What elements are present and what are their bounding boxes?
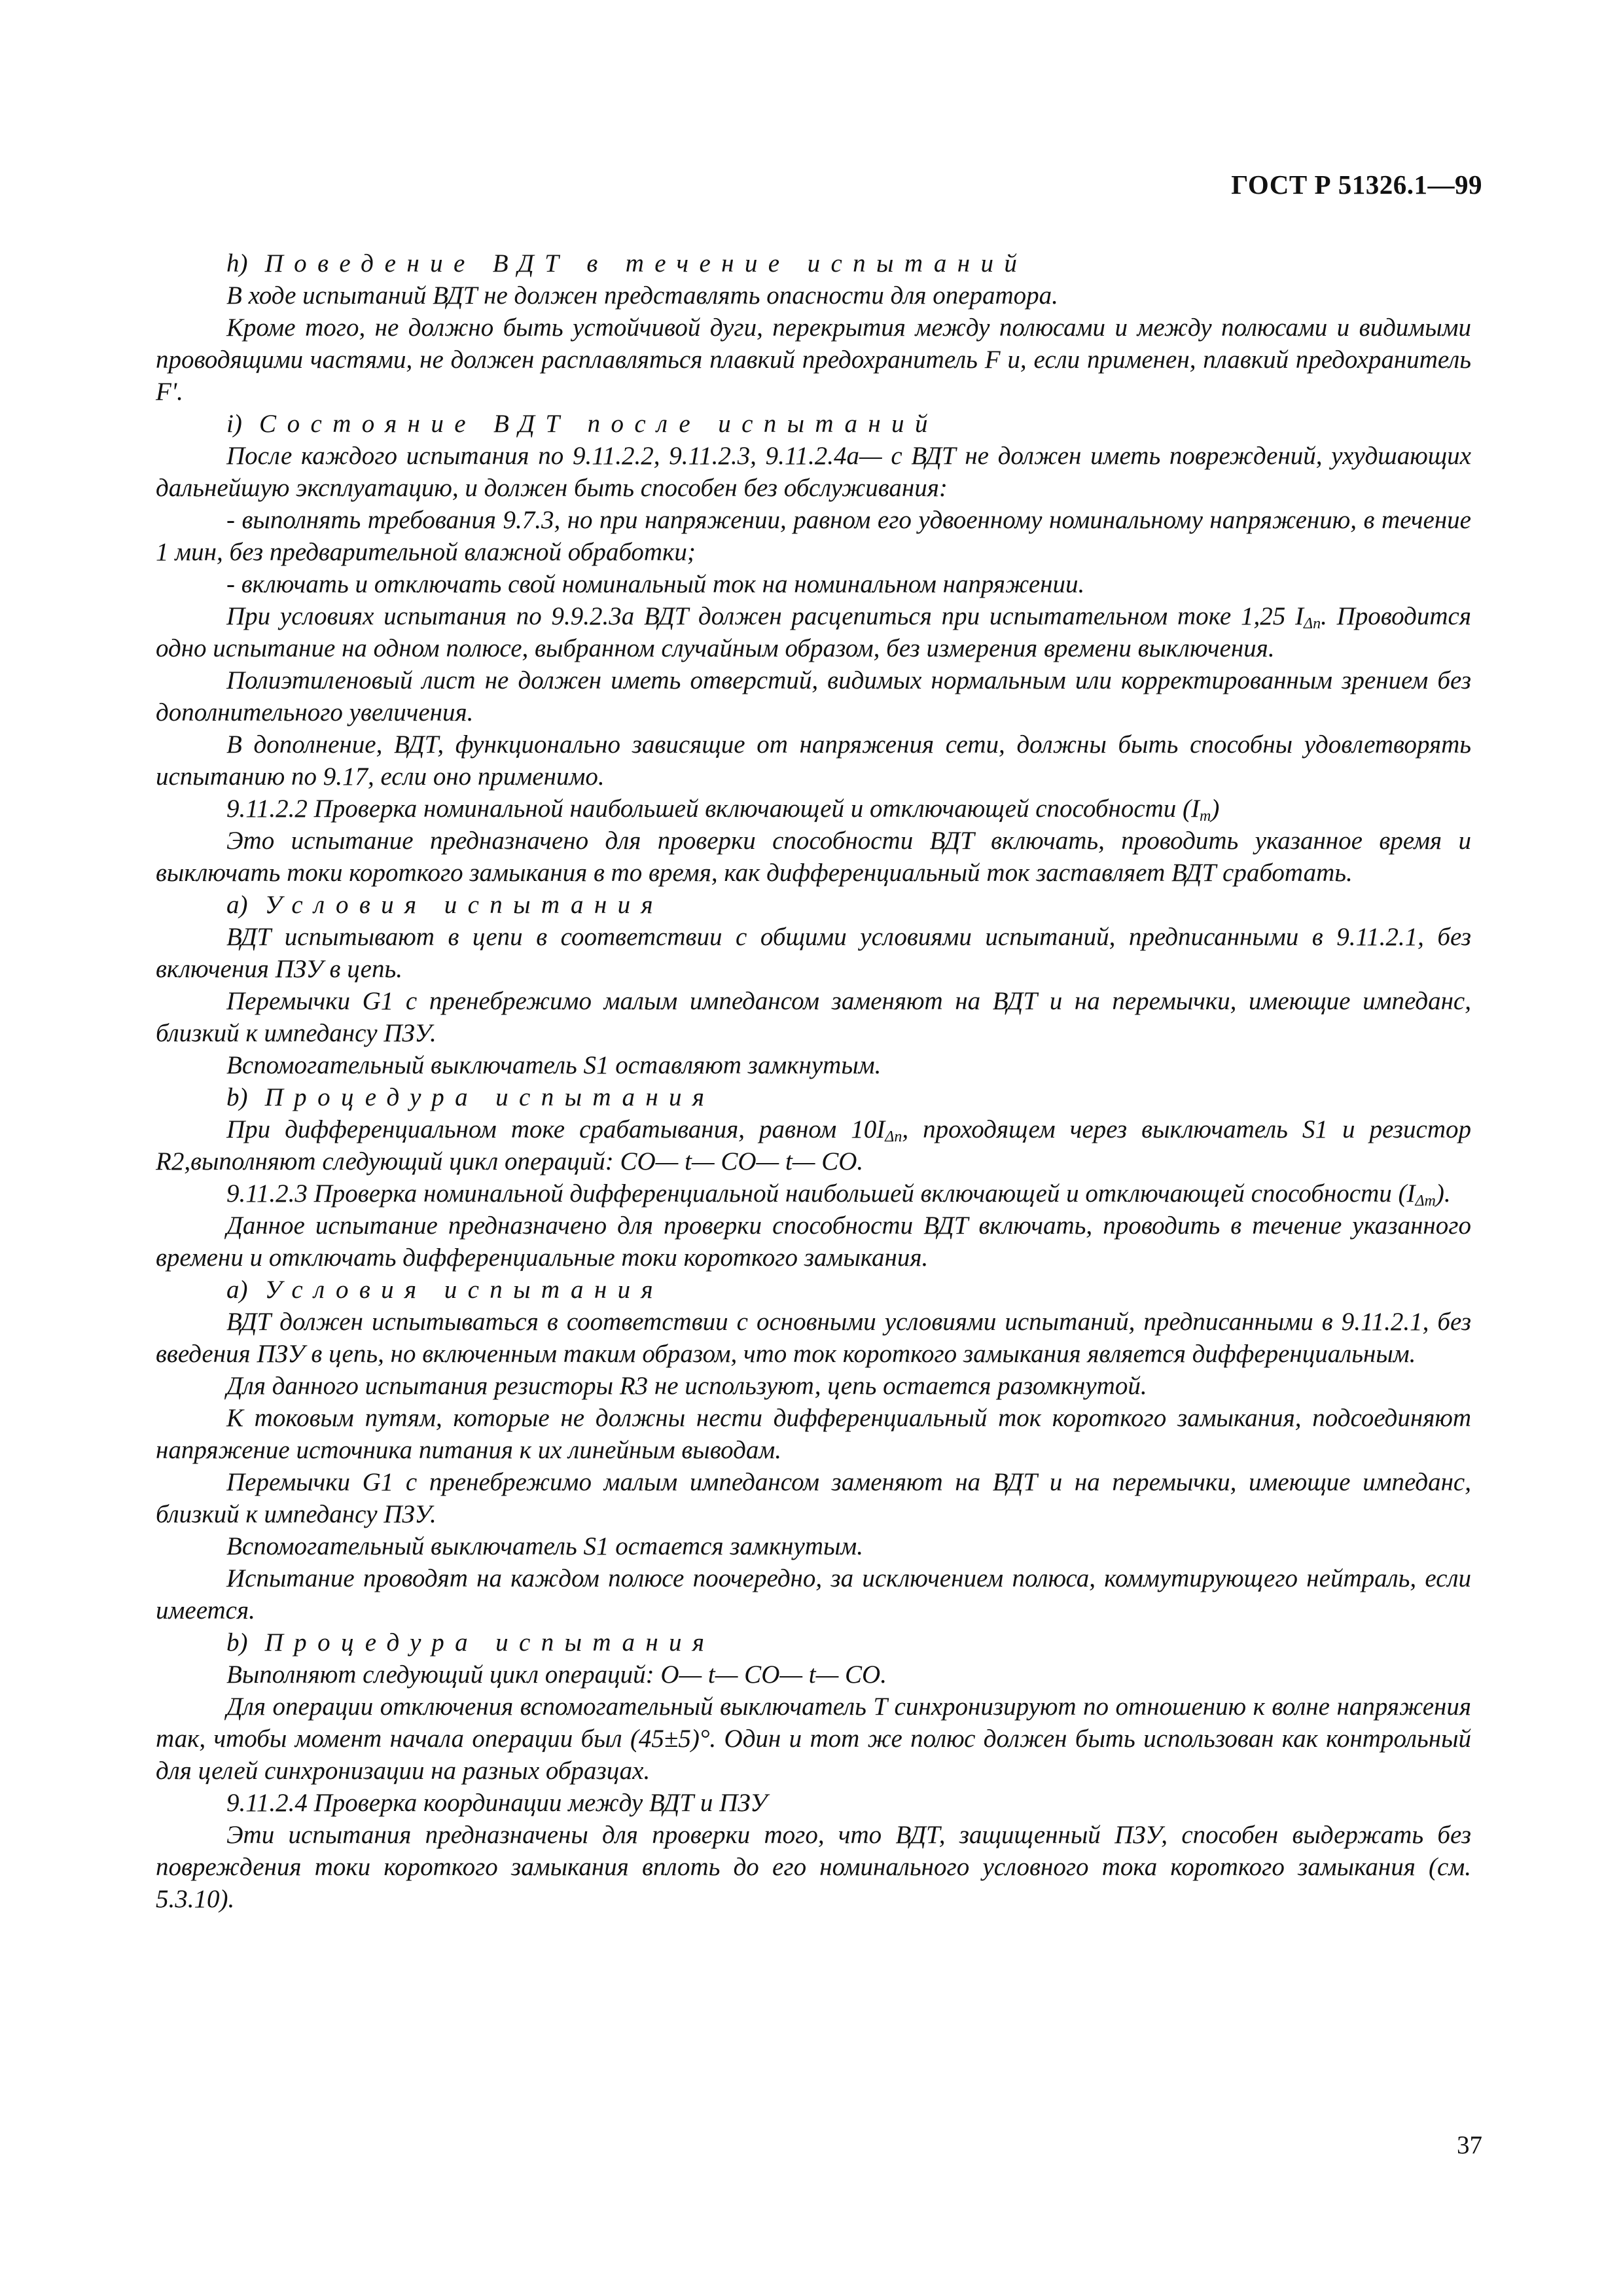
text-run: При дифференциальном токе срабатывания, равном 10I [226,1115,885,1143]
text-run: 9.11.2.3 Проверка номинальной дифференциальной наибольшей включающей и отключающей способности (I [226,1179,1416,1208]
document-body [156,247,1471,1915]
paragraph: Полиэтиленовый лист не должен иметь отверстий, видимых нормальным или корректированным зрением без дополнительного увеличения. [156,666,1471,726]
section-heading-h [156,247,1471,279]
paragraph: В дополнение, ВДТ, функционально зависящие от напряжения сети, должны быть способны удовлетворять испытанию по 9.17, если оно применимо. [156,730,1471,791]
section-heading-a [156,1274,1471,1306]
paragraph: Это испытание предназначено для проверки способности ВДТ включать, проводить указанное время и выключать токи короткого замыкания в то время, как дифференциальный ток заставляет ВДТ сработать. [156,827,1471,887]
text-run: ) [1211,795,1220,823]
clause-heading-9-11-2-2 [156,793,1471,825]
text-run: 9.11.2.2 Проверка номинальной наибольшей включающей и отключающей способности (I [226,795,1200,823]
paragraph [156,1113,1471,1177]
heading-text: Процедура испытания [264,1083,715,1111]
list-item: - выполнять требования 9.7.3, но при напряжении, равном его удвоенному номинальному напряжению, в течение 1 мин, без предварительной влажной обработки; [156,506,1471,566]
heading-text: Процедура испытания [264,1628,715,1657]
section-heading-a [156,889,1471,921]
page-number: 37 [1457,2131,1482,2159]
heading-text: Состояние ВДТ после испытаний [259,410,938,438]
subscript: Δn [885,1128,902,1145]
paragraph: К токовым путям, которые не должны нести дифференциальный ток короткого замыкания, подсоединяют напряжение источника питания к их линейным выводам. [156,1404,1471,1464]
list-marker: b) [226,1628,248,1657]
paragraph: Для данного испытания резисторы R3 не используют, цепь остается разомкнутой. [226,1372,1147,1400]
paragraph: Кроме того, не должно быть устойчивой дуги, перекрытия между полюсами и между полюсами и видимыми проводящими частями, не должен расплавляться плавкий предохранитель F и, если применен, плавкий предохранитель F'. [156,314,1471,406]
section-heading-i [156,408,1471,440]
clause-heading-9-11-2-3 [156,1177,1471,1210]
subscript: m [1200,808,1211,825]
paragraph: Испытание проводят на каждом полюсе поочередно, за исключением полюса, коммутирующего нейтраль, если имеется. [156,1564,1471,1624]
heading-text: Условия испытания [264,891,664,919]
paragraph: Для операции отключения вспомогательный выключатель Т синхронизируют по отношению к волне напряжения так, чтобы момент начала операции был (45±5)°. Один и тот же полюс должен быть использован как контрольный для целей синхронизации на разных образцах. [156,1693,1471,1785]
list-marker: b) [226,1083,248,1111]
paragraph: Вспомогательный выключатель S1 оставляют замкнутым. [226,1051,882,1079]
text-run: . Проводится одно испытание на одном полюсе, выбранном случайным образом, без измерения времени выключения. [156,602,1471,662]
paragraph: Вспомогательный выключатель S1 остается замкнутым. [226,1532,864,1560]
paragraph: В ходе испытаний ВДТ не должен представлять опасности для оператора. [226,281,1058,310]
text-run: ). [1435,1179,1451,1208]
section-heading-b [156,1626,1471,1659]
section-heading-b [156,1081,1471,1113]
paragraph: Перемычки G1 с пренебрежимо малым импедансом заменяют на ВДТ и на перемычки, имеющие импеданс, близкий к импедансу ПЗУ. [156,1468,1471,1528]
document-designation: ГОСТ Р 51326.1—99 [1231,170,1482,200]
subscript: Δm [1415,1193,1436,1210]
heading-text: Условия испытания [264,1276,664,1304]
list-marker: a) [226,891,248,919]
list-marker: i) [226,410,242,438]
list-marker: a) [226,1276,248,1304]
list-marker: h) [226,249,248,278]
heading-text: Поведение ВДТ в течение испытаний [264,249,1028,278]
paragraph: Эти испытания предназначены для проверки того, что ВДТ, защищенный ПЗУ, способен выдержать без повреждения токи короткого замыкания вплоть до его номинального условного тока короткого замыкания (см. 5.3.10). [156,1821,1471,1913]
text-run: При условиях испытания по 9.9.2.3а ВДТ должен расцепиться при испытательном токе 1,25 I [226,602,1304,630]
paragraph: ВДТ испытывают в цепи в соответствии с общими условиями испытаний, предписанными в 9.11.2.1, без включения ПЗУ в цепь. [156,923,1471,983]
paragraph: После каждого испытания по 9.11.2.2, 9.11.2.3, 9.11.2.4а— с ВДТ не должен иметь повреждений, ухудшающих дальнейшую эксплуатацию, и должен быть способен без обслуживания: [156,442,1471,502]
clause-heading-9-11-2-4: 9.11.2.4 Проверка координации между ВДТ и ПЗУ [226,1789,768,1817]
list-item: - включать и отключать свой номинальный ток на номинальном напряжении. [226,570,1085,598]
paragraph: ВДТ должен испытываться в соответствии с основными условиями испытаний, предписанными в 9.11.2.1, без введения ПЗУ в цепь, но включенным таким образом, что ток короткого замыкания является дифференциальным. [156,1308,1471,1368]
paragraph: Данное испытание предназначено для проверки способности ВДТ включать, проводить в течение указанного времени и отключать дифференциальные токи короткого замыкания. [156,1211,1471,1272]
paragraph: Выполняют следующий цикл операций: О— t— СО— t— СО. [226,1660,887,1689]
text-run: , проходящем через выключатель S1 и резистор R2,выполняют следующий цикл операций: СО— t— СО— t— СО. [156,1115,1471,1175]
paragraph: Перемычки G1 с пренебрежимо малым импедансом заменяют на ВДТ и на перемычки, имеющие импеданс, близкий к импедансу ПЗУ. [156,987,1471,1047]
subscript: Δn [1303,615,1321,632]
paragraph [156,600,1471,664]
